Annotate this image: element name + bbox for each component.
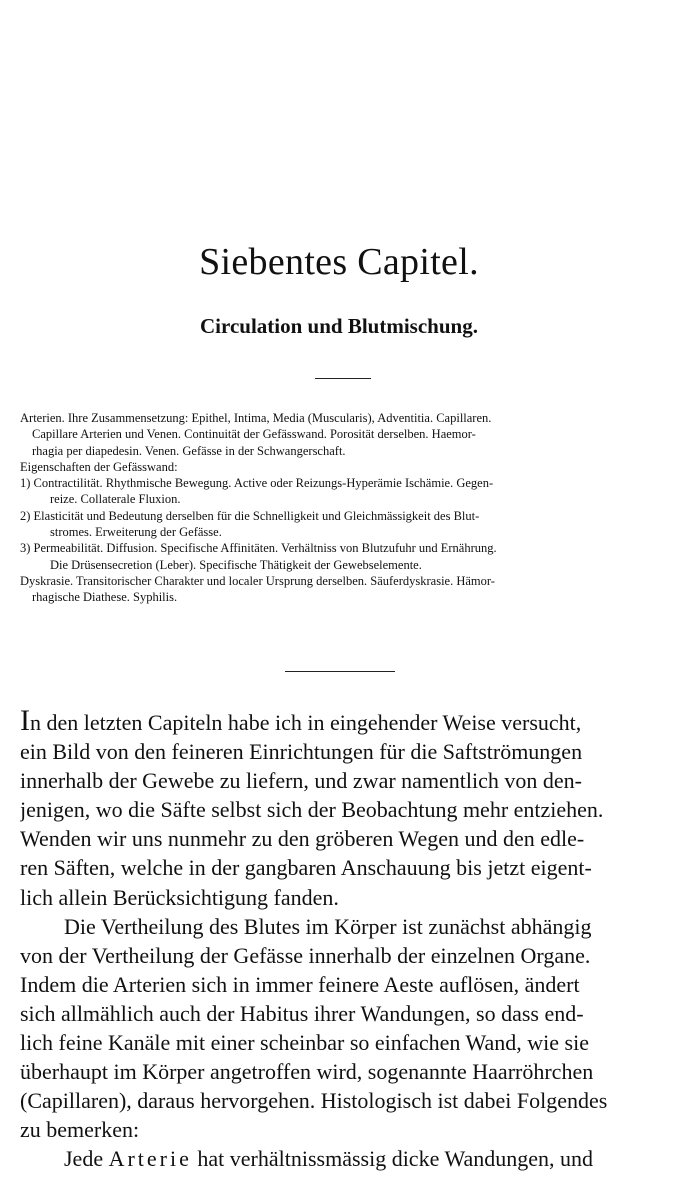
body-line: innerhalb der Gewebe zu liefern, und zwar namentlich von den-	[20, 768, 582, 794]
initial-letter: I	[20, 708, 30, 737]
summary-line: Capillare Arterien und Venen. Continuität der Gefässwand. Porosität derselben. Haemor-	[32, 427, 476, 442]
summary-line: 2) Elasticität und Bedeutung derselben für die Schnelligkeit und Gleichmässigkeit des Blut-	[20, 508, 480, 523]
body-line: Indem die Arterien sich in immer feinere Aeste auflösen, ändert	[20, 971, 580, 997]
summary-line: reize. Collaterale Fluxion.	[50, 492, 181, 507]
chapter-summary	[20, 410, 660, 606]
body-line-text: n den letzten Capiteln habe ich in eingehender Weise versucht,	[30, 710, 582, 735]
body-line: von der Vertheilung der Gefässe innerhalb der einzelnen Organe.	[20, 942, 591, 968]
body-line-text: Jede	[64, 1146, 104, 1172]
body-line: (Capillaren), daraus hervorgehen. Histologisch ist dabei Folgendes	[20, 1088, 608, 1114]
summary-line: Eigenschaften der Gefässwand:	[20, 459, 178, 474]
summary-line: stromes. Erweiterung der Gefässe.	[50, 525, 222, 540]
body-line: ren Säften, welche in der gangbaren Anschauung bis jetzt eigent-	[20, 855, 592, 881]
summary-line: Die Drüsensecretion (Leber). Specifische Thätigkeit der Gewebselemente.	[50, 557, 422, 572]
divider-rule-top	[315, 378, 371, 379]
body-line	[20, 1144, 660, 1173]
body-line: sich allmählich auch der Habitus ihrer Wandungen, so dass end-	[20, 1000, 584, 1026]
body-line: Wenden wir uns nunmehr zu den gröberen Wegen und den edle-	[20, 826, 585, 852]
summary-line: Dyskrasie. Transitorischer Charakter und localer Ursprung derselben. Säuferdyskrasie. Hämor-	[20, 573, 495, 588]
body-line	[20, 708, 660, 737]
chapter-subtitle: Circulation und Blutmischung.	[200, 314, 478, 338]
chapter-title: Siebentes Capitel.	[199, 241, 479, 283]
body-line: lich allein Berücksichtigung fanden.	[20, 884, 339, 910]
body-line: zu bemerken:	[20, 1117, 140, 1143]
body-text	[20, 708, 660, 1174]
emphasized-word: Arterie	[108, 1146, 192, 1172]
body-line-text: hat verhältnissmässig dicke Wandungen, und	[197, 1146, 593, 1172]
summary-line: 3) Permeabilität. Diffusion. Specifische Affinitäten. Verhältniss von Blutzufuhr und Ernährung.	[20, 541, 497, 556]
summary-line: 1) Contractilität. Rhythmische Bewegung. Active oder Reizungs-Hyperämie Ischämie. Gegen-	[20, 476, 494, 491]
body-line: Die Vertheilung des Blutes im Körper ist zunächst abhängig	[64, 913, 592, 939]
body-line: überhaupt im Körper angetroffen wird, sogenannte Haarröhrchen	[20, 1059, 594, 1085]
summary-line: Arterien. Ihre Zusammensetzung: Epithel, Intima, Media (Muscularis), Adventitia. Capillaren.	[20, 411, 492, 425]
body-line: lich feine Kanäle mit einer scheinbar so einfachen Wand, wie sie	[20, 1030, 589, 1056]
summary-line: rhagia per diapedesin. Venen. Gefässe in der Schwangerschaft.	[32, 443, 346, 458]
body-line: jenigen, wo die Säfte selbst sich der Beobachtung mehr entziehen.	[20, 797, 604, 823]
divider-rule-middle	[285, 671, 395, 672]
summary-line: rhagische Diathese. Syphilis.	[32, 590, 178, 605]
body-line: ein Bild von den feineren Einrichtungen für die Saftströmungen	[20, 739, 583, 765]
